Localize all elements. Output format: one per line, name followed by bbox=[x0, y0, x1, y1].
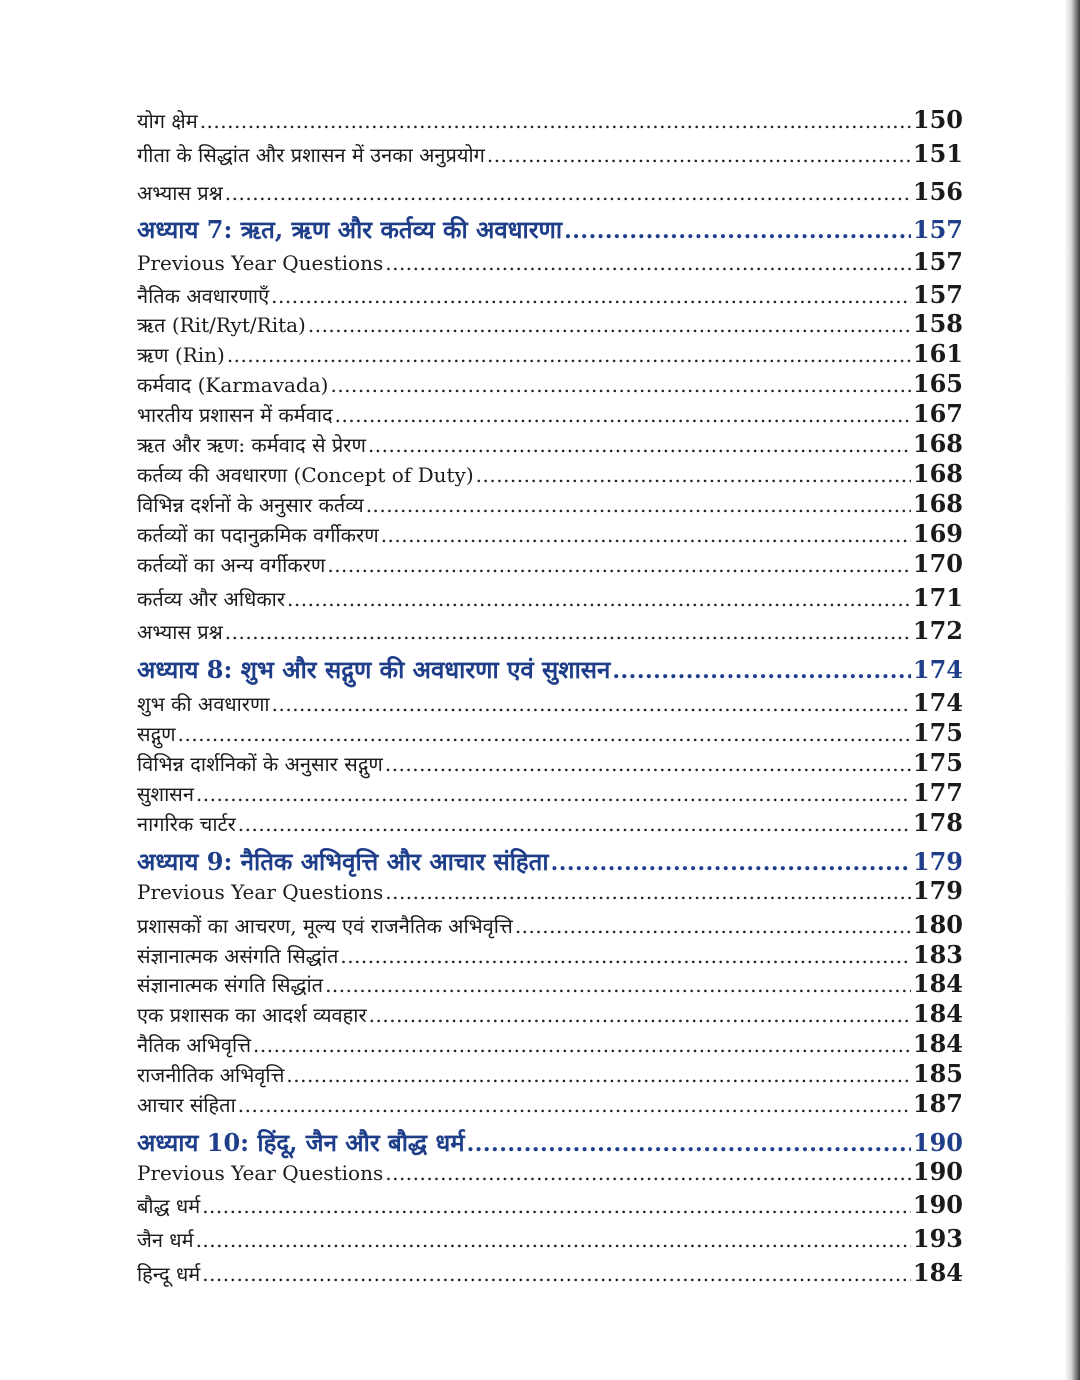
toc-leader-dots bbox=[327, 553, 911, 577]
toc-page-number: 175 bbox=[912, 718, 963, 747]
toc-page-number: 187 bbox=[912, 1089, 963, 1118]
toc-page-number: 179 bbox=[912, 876, 963, 905]
toc-entry-title: Previous Year Questions bbox=[137, 251, 384, 275]
toc-leader-dots bbox=[225, 620, 911, 644]
toc-page-number: 168 bbox=[912, 429, 963, 458]
toc-leader-dots bbox=[385, 752, 911, 776]
toc-entry[interactable] bbox=[137, 549, 963, 578]
toc-leader-dots bbox=[200, 109, 911, 133]
toc-leader-dots bbox=[286, 1063, 910, 1087]
toc-entry[interactable] bbox=[137, 910, 963, 939]
toc-entry[interactable] bbox=[137, 616, 963, 645]
toc-page-number: 184 bbox=[912, 1029, 963, 1058]
toc-leader-dots bbox=[612, 658, 911, 684]
toc-entry[interactable] bbox=[137, 459, 963, 488]
toc-entry-title: कर्तव्य की अवधारणा (Concept of Duty) bbox=[137, 463, 474, 487]
toc-entry-title: योग क्षेम bbox=[137, 109, 198, 133]
toc-chapter-title: अध्याय 9: नैतिक अभिवृत्ति और आचार संहिता bbox=[137, 847, 549, 876]
toc-entry-title: नैतिक अभिवृत्ति bbox=[137, 1033, 252, 1057]
toc-page-number: 183 bbox=[912, 940, 963, 969]
toc-page-number: 156 bbox=[912, 177, 963, 206]
toc-leader-dots bbox=[551, 850, 911, 876]
toc-entry-title: ऋत और ऋण: कर्मवाद से प्रेरण bbox=[137, 433, 366, 457]
toc-page-number: 175 bbox=[912, 748, 963, 777]
toc-entry[interactable] bbox=[137, 1190, 963, 1219]
toc-page-number: 157 bbox=[912, 280, 963, 309]
toc-entry-title: गीता के सिद्धांत और प्रशासन में उनका अनुप्रयोग bbox=[137, 143, 485, 167]
toc-entry-title: राजनीतिक अभिवृत्ति bbox=[137, 1063, 285, 1087]
toc-page-number: 150 bbox=[912, 105, 963, 134]
toc-page-number: 157 bbox=[912, 215, 963, 244]
toc-entry[interactable] bbox=[137, 940, 963, 969]
toc-entry-title: Previous Year Questions bbox=[137, 880, 384, 904]
toc-page-number: 171 bbox=[912, 583, 963, 612]
toc-page-number: 190 bbox=[912, 1128, 963, 1157]
toc-leader-dots bbox=[487, 143, 911, 167]
toc-entry-title: संज्ञानात्मक असंगति सिद्धांत bbox=[137, 944, 339, 968]
toc-page-number: 190 bbox=[912, 1157, 963, 1186]
toc-page-number: 184 bbox=[912, 999, 963, 1028]
toc-entry[interactable] bbox=[137, 583, 963, 612]
toc-entry-title: प्रशासकों का आचरण, मूल्य एवं राजनैतिक अभिवृत्ति bbox=[137, 914, 513, 938]
toc-entry[interactable] bbox=[137, 876, 963, 905]
toc-leader-dots bbox=[366, 493, 911, 517]
toc-page-number: 190 bbox=[912, 1190, 963, 1219]
toc-entry-title: हिन्दू धर्म bbox=[137, 1262, 201, 1286]
toc-entry-title: सद्गुण bbox=[137, 722, 176, 746]
toc-page-number: 184 bbox=[912, 969, 963, 998]
toc-leader-dots bbox=[564, 218, 911, 244]
toc-leader-dots bbox=[385, 880, 911, 904]
toc-chapter-heading[interactable] bbox=[137, 213, 963, 246]
toc-leader-dots bbox=[308, 313, 911, 337]
toc-page-number: 178 bbox=[912, 808, 963, 837]
toc-leader-dots bbox=[238, 1093, 911, 1117]
toc-chapter-heading[interactable] bbox=[137, 845, 963, 878]
toc-leader-dots bbox=[515, 914, 911, 938]
toc-chapter-heading[interactable] bbox=[137, 653, 963, 686]
toc-leader-dots bbox=[381, 523, 911, 547]
toc-entry-title: विभिन्न दर्शनों के अनुसार कर्तव्य bbox=[137, 493, 364, 517]
toc-entry-title: अभ्यास प्रश्न bbox=[137, 181, 223, 205]
toc-page-number: 168 bbox=[912, 459, 963, 488]
toc-page-number: 180 bbox=[912, 910, 963, 939]
toc-leader-dots bbox=[227, 343, 911, 367]
toc-entry[interactable] bbox=[137, 1029, 963, 1058]
toc-leader-dots bbox=[225, 181, 911, 205]
toc-entry[interactable] bbox=[137, 1258, 963, 1287]
toc-page-number: 193 bbox=[912, 1224, 963, 1253]
toc-page-number: 151 bbox=[912, 139, 963, 168]
toc-entry[interactable] bbox=[137, 688, 963, 717]
toc-chapter-heading[interactable] bbox=[137, 1126, 963, 1159]
toc-entry-title: ऋत (Rit/Ryt/Rita) bbox=[137, 313, 306, 337]
toc-entry[interactable] bbox=[137, 105, 963, 134]
toc-leader-dots bbox=[202, 1262, 911, 1286]
toc-entry-title: कर्तव्यों का अन्य वर्गीकरण bbox=[137, 553, 326, 577]
toc-leader-dots bbox=[287, 587, 911, 611]
toc-entry[interactable] bbox=[137, 1089, 963, 1118]
toc-entry-title: कर्मवाद (Karmavada) bbox=[137, 373, 329, 397]
toc-entry-title: बौद्ध धर्म bbox=[137, 1194, 201, 1218]
toc-leader-dots bbox=[476, 463, 911, 487]
toc-entry[interactable] bbox=[137, 247, 963, 276]
toc-entry-title: एक प्रशासक का आदर्श व्यवहार bbox=[137, 1003, 367, 1027]
toc-entry[interactable] bbox=[137, 999, 963, 1028]
toc-leader-dots bbox=[196, 782, 911, 806]
toc-entry-title: विभिन्न दार्शनिकों के अनुसार सद्गुण bbox=[137, 752, 383, 776]
toc-leader-dots bbox=[335, 403, 911, 427]
toc-page-number: 168 bbox=[912, 489, 963, 518]
toc-entry-title: आचार संहिता bbox=[137, 1093, 236, 1117]
toc-entry-title: भारतीय प्रशासन में कर्मवाद bbox=[137, 403, 333, 427]
toc-leader-dots bbox=[369, 1003, 911, 1027]
toc-page-number: 167 bbox=[912, 399, 963, 428]
toc-leader-dots bbox=[325, 973, 911, 997]
toc-entry[interactable] bbox=[137, 309, 963, 338]
toc-entry[interactable] bbox=[137, 1157, 963, 1186]
toc-page-number: 172 bbox=[912, 616, 963, 645]
toc-entry[interactable] bbox=[137, 339, 963, 368]
toc-page-number: 169 bbox=[912, 519, 963, 548]
toc-leader-dots bbox=[385, 251, 911, 275]
toc-page-number: 174 bbox=[912, 688, 963, 717]
toc-entry[interactable] bbox=[137, 808, 963, 837]
toc-entry-title: कर्तव्यों का पदानुक्रमिक वर्गीकरण bbox=[137, 523, 379, 547]
toc-leader-dots bbox=[467, 1131, 911, 1157]
toc-entry[interactable] bbox=[137, 369, 963, 398]
toc-page-number: 177 bbox=[912, 778, 963, 807]
toc-entry[interactable] bbox=[137, 399, 963, 428]
toc-entry-title: नागरिक चार्टर bbox=[137, 812, 236, 836]
toc-entry-title: अभ्यास प्रश्न bbox=[137, 620, 223, 644]
toc-leader-dots bbox=[253, 1033, 911, 1057]
page-edge-shadow bbox=[1064, 0, 1080, 1380]
toc-leader-dots bbox=[368, 433, 911, 457]
toc-page-number: 185 bbox=[912, 1059, 963, 1088]
toc-leader-dots bbox=[385, 1161, 911, 1185]
toc-entry-title: Previous Year Questions bbox=[137, 1161, 384, 1185]
toc-entry-title: ऋण (Rin) bbox=[137, 343, 225, 367]
toc-chapter-title: अध्याय 10: हिंदू, जैन और बौद्ध धर्म bbox=[137, 1128, 465, 1157]
toc-entry-title: कर्तव्य और अधिकार bbox=[137, 587, 286, 611]
toc-page-number: 158 bbox=[912, 309, 963, 338]
toc-chapter-title: अध्याय 7: ऋत, ऋण और कर्तव्य की अवधारणा bbox=[137, 215, 563, 244]
toc-chapter-title: अध्याय 8: शुभ और सद्गुण की अवधारणा एवं सुशासन bbox=[137, 655, 611, 684]
toc-leader-dots bbox=[202, 1194, 911, 1218]
toc-entry[interactable] bbox=[137, 280, 963, 309]
toc-page-number: 161 bbox=[912, 339, 963, 368]
toc-entry[interactable] bbox=[137, 969, 963, 998]
toc-page-number: 165 bbox=[912, 369, 963, 398]
toc-entry[interactable] bbox=[137, 1224, 963, 1253]
toc-entry[interactable] bbox=[137, 489, 963, 518]
toc-leader-dots bbox=[178, 722, 911, 746]
toc-entry[interactable] bbox=[137, 1059, 963, 1088]
toc-entry[interactable] bbox=[137, 177, 963, 206]
toc-entry[interactable] bbox=[137, 748, 963, 777]
toc-entry[interactable] bbox=[137, 778, 963, 807]
toc-page-number: 174 bbox=[912, 655, 963, 684]
toc-page-number: 184 bbox=[912, 1258, 963, 1287]
toc-entry[interactable] bbox=[137, 139, 963, 168]
toc-leader-dots bbox=[330, 373, 910, 397]
toc-leader-dots bbox=[272, 692, 911, 716]
toc-leader-dots bbox=[196, 1228, 911, 1252]
toc-entry[interactable] bbox=[137, 718, 963, 747]
toc-entry-title: नैतिक अवधारणाएँ bbox=[137, 284, 270, 308]
toc-entry[interactable] bbox=[137, 519, 963, 548]
toc-page-number: 170 bbox=[912, 549, 963, 578]
toc-leader-dots bbox=[340, 944, 911, 968]
toc-entry-title: जैन धर्म bbox=[137, 1228, 194, 1252]
toc-entry[interactable] bbox=[137, 429, 963, 458]
toc-entry-title: सुशासन bbox=[137, 782, 194, 806]
toc-entry-title: संज्ञानात्मक संगति सिद्धांत bbox=[137, 973, 324, 997]
toc-entry-title: शुभ की अवधारणा bbox=[137, 692, 270, 716]
toc-page-number: 157 bbox=[912, 247, 963, 276]
toc-leader-dots bbox=[238, 812, 911, 836]
toc-leader-dots bbox=[271, 284, 911, 308]
toc-page-number: 179 bbox=[912, 847, 963, 876]
